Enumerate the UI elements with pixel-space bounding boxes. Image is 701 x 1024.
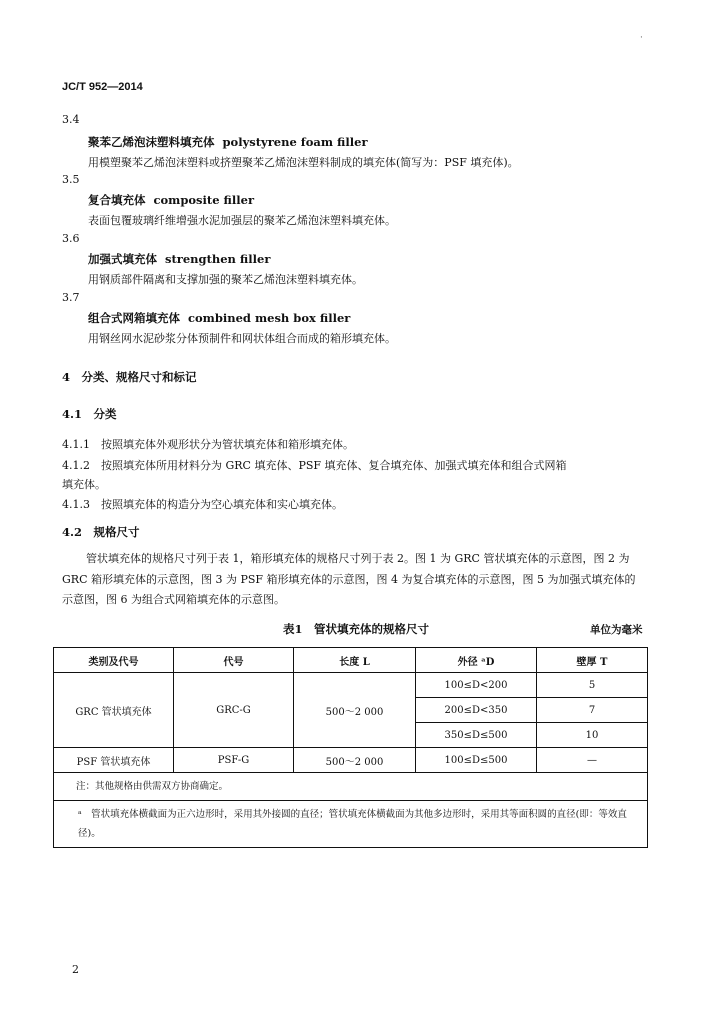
corner-mark: · [640, 33, 643, 43]
col-header-diameter: 外径 ᵃD [416, 648, 537, 673]
term-title-en: combined mesh box filler [188, 311, 351, 325]
spec-table [53, 647, 648, 848]
col-header-wall: 壁厚 T [537, 648, 648, 673]
term-title-zh: 组合式网箱填充体 [88, 311, 180, 325]
section-4-2-heading: 4.2 规格尺寸 [62, 525, 140, 539]
table-caption: 表1 管状填充体的规格尺寸 [283, 622, 430, 636]
cell-wall: 10 [537, 723, 648, 748]
cell-length: 500～2 000 [294, 673, 416, 748]
col-header-length: 长度 L [294, 648, 416, 673]
table-footnote: ᵃ 管状填充体横截面为正六边形时，采用其外接圆的直径；管状填充体横截面为其他多边形时，采用其等面积圆的直径(即：等效直径)。 [54, 801, 648, 848]
clause-4-1-3: 4.1.3 按照填充体的构造分为空心填充体和实心填充体。 [62, 498, 343, 511]
section-4-heading: 4 分类、规格尺寸和标记 [62, 370, 197, 384]
cell-code: PSF-G [174, 748, 294, 773]
cell-code: GRC-G [174, 673, 294, 748]
clause-4-1-2-cont: 填充体。 [62, 478, 106, 491]
table-footnote-row [54, 801, 648, 848]
col-header-code: 代号 [174, 648, 294, 673]
term-number: 3.5 [62, 173, 80, 186]
cell-length: 500～2 000 [294, 748, 416, 773]
cell-diameter: 200≤D<350 [416, 698, 537, 723]
cell-category: GRC 管状填充体 [54, 673, 174, 748]
term-number: 3.4 [62, 113, 80, 126]
term-title-zh: 复合填充体 [88, 193, 146, 207]
table-row [54, 748, 648, 773]
table-unit: 单位为毫米 [590, 624, 643, 636]
section-4-2-paragraph: 管状填充体的规格尺寸列于表 1，箱形填充体的规格尺寸列于表 2。图 1 为 GRC 管状填充体的示意图，图 2 为 GRC 箱形填充体的示意图，图 3 为 PSF 箱形填充体的示意图，图 4 为复合填充体的示意图，图 5 为加强式填充体的示意图，图 6 为组合式网箱填充体的示意图。 [62, 552, 636, 606]
term-title-zh: 聚苯乙烯泡沫塑料填充体 [88, 135, 215, 149]
term-number: 3.6 [62, 232, 80, 245]
section-4-1-heading: 4.1 分类 [62, 407, 117, 421]
cell-wall: 5 [537, 673, 648, 698]
cell-diameter: 100≤D<200 [416, 673, 537, 698]
page-number: 2 [72, 963, 79, 976]
table-note-row [54, 773, 648, 801]
table-note: 注：其他规格由供需双方协商确定。 [54, 773, 648, 801]
standard-code-header: JC/T 952—2014 [62, 81, 143, 93]
term-title [88, 310, 350, 326]
term-title-en: polystyrene foam filler [222, 135, 368, 149]
cell-wall: 7 [537, 698, 648, 723]
term-definition: 表面包覆玻璃纤维增强水泥加强层的聚苯乙烯泡沫塑料填充体。 [88, 214, 396, 227]
term-title [88, 192, 254, 208]
term-title-zh: 加强式填充体 [88, 252, 157, 266]
term-definition: 用钢质部件隔离和支撑加强的聚苯乙烯泡沫塑料填充体。 [88, 273, 363, 286]
col-header-category: 类别及代号 [54, 648, 174, 673]
term-title [88, 251, 270, 267]
clause-4-1-1: 4.1.1 按照填充体外观形状分为管状填充体和箱形填充体。 [62, 438, 354, 451]
table-header-row [54, 648, 648, 673]
cell-wall: — [537, 748, 648, 773]
cell-diameter: 350≤D≤500 [416, 723, 537, 748]
table-row [54, 673, 648, 698]
term-title [88, 134, 368, 150]
term-title-en: strengthen filler [165, 252, 271, 266]
cell-category: PSF 管状填充体 [54, 748, 174, 773]
term-number: 3.7 [62, 291, 80, 304]
term-definition: 用模塑聚苯乙烯泡沫塑料或挤塑聚苯乙烯泡沫塑料制成的填充体(简写为：PSF 填充体)。 [88, 156, 519, 169]
cell-diameter: 100≤D≤500 [416, 748, 537, 773]
term-title-en: composite filler [153, 193, 255, 207]
clause-4-1-2: 4.1.2 按照填充体所用材料分为 GRC 填充体、PSF 填充体、复合填充体、加强式填充体和组合式网箱 [62, 459, 567, 472]
term-definition: 用钢丝网水泥砂浆分体预制件和网状体组合而成的箱形填充体。 [88, 332, 396, 345]
